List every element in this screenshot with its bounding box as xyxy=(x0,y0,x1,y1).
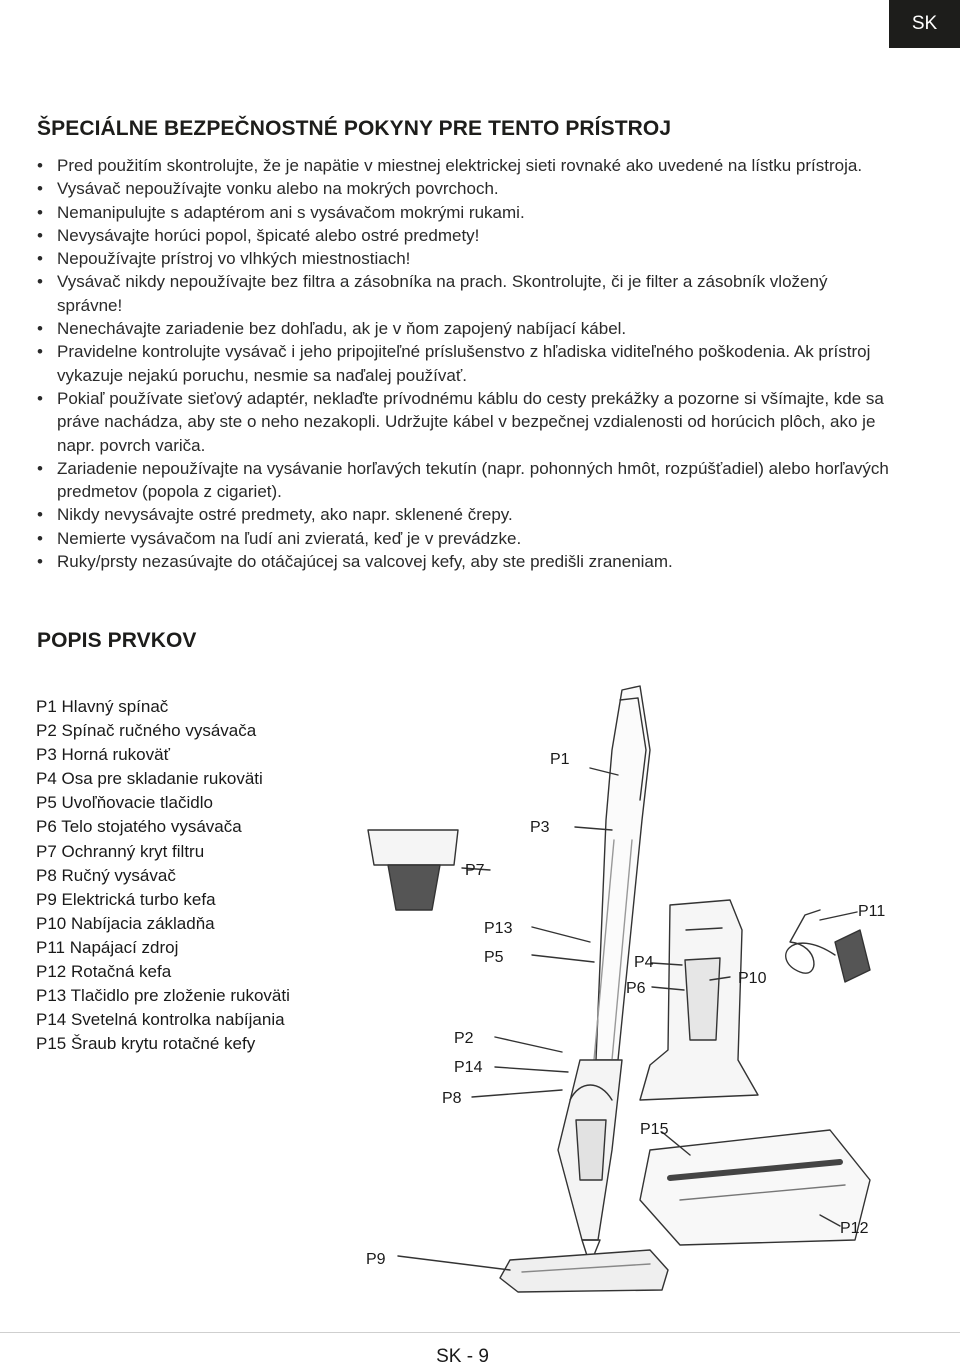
figure-label: P7 xyxy=(465,862,485,879)
figure-label: P14 xyxy=(454,1059,483,1076)
parts-list xyxy=(36,695,290,1056)
part-item: P8 Ručný vysávač xyxy=(36,865,176,885)
safety-item: • Nikdy nevysávajte ostré predmety, ako napr. sklenené črepy. xyxy=(37,503,897,526)
safety-section-title: ŠPECIÁLNE BEZPEČNOSTNÉ POKYNY PRE TENTO PRÍSTROJ xyxy=(37,117,672,140)
figure-label: P3 xyxy=(530,819,550,836)
figure-label: P8 xyxy=(442,1090,462,1107)
safety-item: • Zariadenie nepoužívajte na vysávanie horľavých tekutín (napr. pohonných hmôt, rozpúšťadiel) alebo horľavých predmetov (popola z cigariet). xyxy=(37,457,897,504)
safety-item: • Ruky/prsty nezasúvajte do otáčajúcej sa valcovej kefy, aby ste predišli zraneniam. xyxy=(37,550,897,573)
part-item: P14 Svetelná kontrolka nabíjania xyxy=(36,1010,285,1030)
part-item: P5 Uvoľňovacie tlačidlo xyxy=(36,793,213,813)
safety-item: • Pred použitím skontrolujte, že je napätie v miestnej elektrickej sieti rovnaké ako uvedené na lístku prístroja. xyxy=(37,154,897,177)
rotary-brush-illustration xyxy=(640,1130,870,1245)
power-adapter-illustration xyxy=(786,910,870,982)
part-item: P4 Osa pre skladanie rukoväti xyxy=(36,769,263,789)
footer-divider xyxy=(0,1332,960,1333)
part-item: P2 Spínač ručného vysávača xyxy=(36,721,257,741)
part-item: P12 Rotačná kefa xyxy=(36,962,172,982)
figure-label: P15 xyxy=(640,1121,669,1138)
part-item: P6 Telo stojatého vysávača xyxy=(36,817,242,837)
figure-label: P5 xyxy=(484,949,504,966)
figure-label: P4 xyxy=(634,954,654,971)
part-item: P10 Nabíjacia základňa xyxy=(36,913,215,933)
figure-label: P2 xyxy=(454,1030,474,1047)
safety-list xyxy=(37,154,897,573)
safety-item: • Nepoužívajte prístroj vo vlhkých miestnostiach! xyxy=(37,247,897,270)
charging-base-illustration xyxy=(640,900,758,1100)
safety-item: • Nenechávajte zariadenie bez dohľadu, ak je v ňom zapojený nabíjací kábel. xyxy=(37,317,897,340)
part-item: P9 Elektrická turbo kefa xyxy=(36,889,216,909)
part-item: P7 Ochranný kryt filtru xyxy=(36,841,205,861)
figure-label: P6 xyxy=(626,980,646,997)
vacuum-parts-diagram xyxy=(350,680,910,1320)
safety-item: • Nemanipulujte s adaptérom ani s vysávačom mokrými rukami. xyxy=(37,201,897,224)
figure-label: P9 xyxy=(366,1251,386,1268)
figure-label: P12 xyxy=(840,1220,869,1237)
safety-item: • Pravidelne kontrolujte vysávač i jeho pripojiteľné príslušenstvo z hľadiska viditeľného poškodenia. Ak prístroj vykazuje nejakú poruchu, nesmie sa naďalej používať. xyxy=(37,340,897,387)
part-item: P3 Horná rukoväť xyxy=(36,745,170,765)
part-item: P15 Šraub krytu rotačné kefy xyxy=(36,1034,256,1054)
part-item: P11 Napájací zdroj xyxy=(36,937,179,957)
figure-label: P13 xyxy=(484,920,513,937)
safety-item: • Nemierte vysávačom na ľudí ani zvieratá, keď je v prevádzke. xyxy=(37,527,897,550)
page-number: SK - 9 xyxy=(436,1346,489,1367)
language-badge: SK xyxy=(889,0,960,48)
part-item: P1 Hlavný spínač xyxy=(36,697,169,716)
safety-item: • Pokiaľ používate sieťový adaptér, neklaďte prívodnému káblu do cesty prekážky a pozorne si všímajte, kde sa práve nachádza, aby ste o neho nezakopli. Udržujte kábel v bezpečnej vzdialenosti od horúcich plôch, ako je napr. povrch variča. xyxy=(37,387,897,457)
figure-label: P1 xyxy=(550,751,570,768)
filter-cover-illustration xyxy=(368,830,458,910)
safety-item: • Nevysávajte horúci popol, špicaté alebo ostré predmety! xyxy=(37,224,897,247)
safety-item: • Vysávač nepoužívajte vonku alebo na mokrých povrchoch. xyxy=(37,177,897,200)
parts-section-title: POPIS PRVKOV xyxy=(37,629,197,652)
figure-label: P11 xyxy=(858,903,886,920)
part-item: P13 Tlačidlo pre zloženie rukoväti xyxy=(36,986,290,1006)
figure-label: P10 xyxy=(738,970,767,987)
safety-item: • Vysávač nikdy nepoužívajte bez filtra a zásobníka na prach. Skontrolujte, či je filter a zásobník vložený správne! xyxy=(37,270,897,317)
